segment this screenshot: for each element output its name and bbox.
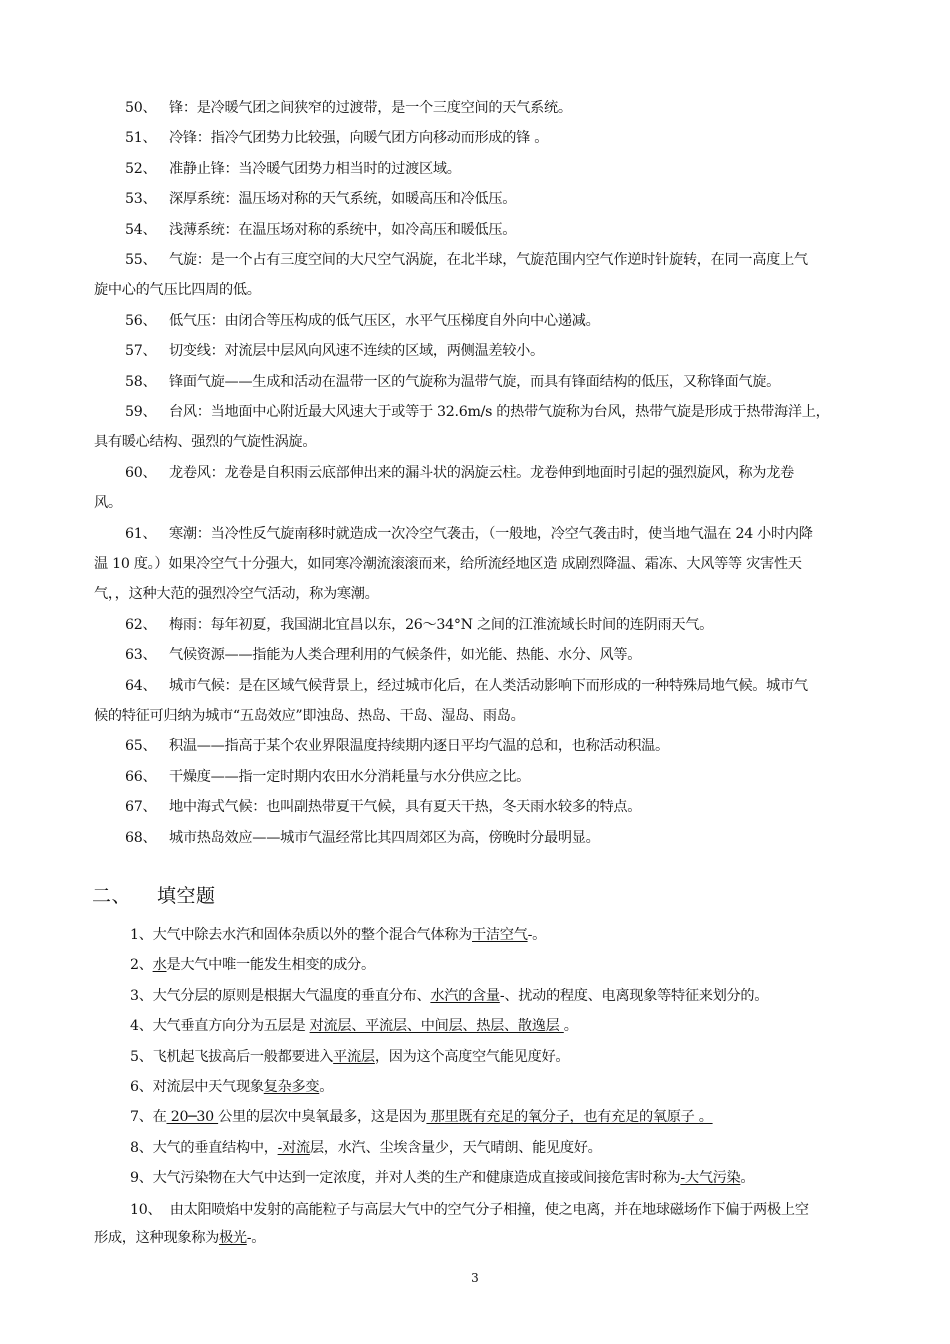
definition-text: 浅薄系统：在温压场对称的系统中，如冷高压和暖低压。: [168, 221, 517, 238]
definition-62-line-1: [125, 614, 713, 634]
definition-number: 63、: [125, 647, 157, 664]
answer-blank: 水汽的含量: [430, 987, 500, 1004]
definition-66-line-1: [125, 766, 530, 786]
question-text: -、扰动的程度、电离现象等特征来划分的。: [499, 987, 769, 1004]
definition-68-line-1: [125, 827, 600, 847]
page-number: 3: [471, 1271, 479, 1285]
section-number: 二、: [92, 885, 132, 907]
answer-blank: 对流层、平流层、中间层、热层、散逸层: [309, 1018, 564, 1035]
definition-text: 风。: [94, 495, 122, 512]
definition-number: 57、: [125, 343, 157, 360]
definition-text: 地中海式气候：也叫副热带夏干气候，具有夏天干热，冬天雨水较多的特点。: [168, 799, 642, 816]
answer-blank: 20─30: [166, 1109, 219, 1126]
definition-text: 低气压：由闭合等压构成的低气压区，水平气压梯度自外向中心递减。: [168, 312, 600, 329]
definition-number: 61、: [125, 525, 157, 542]
definition-60-line-1: [125, 462, 794, 482]
definition-number: 56、: [125, 312, 157, 329]
definition-number: 50、: [125, 100, 157, 116]
fill-item-7: [130, 1106, 713, 1126]
question-text: 9、大气污染物在大气中达到一定浓度，并对人类的生产和健康造成直接或间接危害时称为: [130, 1170, 681, 1187]
question-text: 2、: [130, 957, 153, 974]
definition-text: 候的特征可归纳为城市“五岛效应”即浊岛、热岛、干岛、湿岛、雨岛。: [94, 708, 525, 724]
definition-number: 67、: [125, 799, 157, 816]
definition-text: 台风：当地面中心附近最大风速大于或等于 32.6m/s 的热带气旋称为台风，热带气旋是形成于热带海洋上，: [168, 404, 830, 420]
definition-61-line-2: [94, 553, 802, 573]
answer-blank: 那里既有充足的氧分子，也有充足的氧原子 。: [426, 1109, 713, 1126]
answer-blank: 水: [152, 957, 167, 974]
question-text: 是大气中唯一能发生相变的成分。: [166, 957, 375, 974]
question-text: -。: [527, 927, 546, 943]
definition-65-line-1: [125, 735, 669, 755]
definition-text: 深厚系统：温压场对称的天气系统，如暖高压和冷低压。: [168, 191, 517, 208]
definition-text: 气候资源——指能为人类合理利用的气候条件，如光能、热能、水分、风等。: [168, 647, 642, 664]
definition-number: 62、: [125, 616, 157, 633]
question-text: 3、大气分层的原则是根据大气温度的垂直分布、: [130, 987, 431, 1004]
definition-59-line-1: [125, 401, 830, 421]
definition-64-line-2: [94, 705, 525, 725]
question-text: 4、大气垂直方向分为五层是: [130, 1018, 310, 1035]
definition-51-line-1: [125, 127, 548, 147]
answer-blank: 平流层: [333, 1048, 375, 1065]
definition-63-line-1: [125, 644, 641, 664]
definition-number: 54、: [125, 221, 157, 238]
definition-57-line-1: [125, 340, 544, 360]
answer-blank: 极光: [219, 1230, 247, 1246]
definition-text: 准静止锋：当冷暖气团势力相当时的过渡区域。: [168, 160, 461, 177]
question-text: 6、对流层中天气现象: [130, 1079, 264, 1095]
definition-50-line-1: [125, 97, 572, 117]
definition-61-line-3: [94, 583, 379, 603]
fill-item-4: [130, 1015, 578, 1035]
fill-item-8: [130, 1137, 602, 1157]
fill-item-1: [130, 924, 546, 944]
definition-text: 锋：是冷暖气团之间狭窄的过渡带，是一个三度空间的天气系统。: [168, 100, 572, 116]
definition-67-line-1: [125, 796, 641, 816]
definition-59-line-2: [94, 431, 316, 451]
definition-text: 温 10 度。）如果冷空气十分强大，如同寒冷潮流滚滚而来，给所流经地区造 成剧烈降温、霜冻、大风等等 灾害性天: [94, 556, 802, 572]
question-text: 7、在: [130, 1109, 167, 1126]
definition-text: 梅雨：每年初夏，我国湖北宜昌以东，26～34°N 之间的江淮流域长时间的连阴雨天气。: [168, 616, 714, 633]
definition-text: 锋面气旋——生成和活动在温带一区的气旋称为温带气旋，而具有锋面结构的低压，又称锋面气旋。: [168, 373, 781, 390]
definition-56-line-1: [125, 310, 600, 330]
question-text: 。: [563, 1018, 578, 1035]
definition-text: 城市气候：是在区域气候背景上，经过城市化后，在人类活动影响下而形成的一种特殊局地气候。城市气: [168, 677, 808, 694]
definition-number: 65、: [125, 738, 157, 755]
definition-text: 积温——指高于某个农业界限温度持续期内逐日平均气温的总和，也称活动积温。: [168, 738, 669, 755]
section-title: 填空题: [157, 885, 216, 907]
definition-text: 具有暖心结构、强烈的气旋性涡旋。: [94, 434, 317, 451]
question-text: 5、飞机起飞拔高后一般都要进入: [130, 1048, 334, 1065]
question-text: 8、大气的垂直结构中，: [130, 1139, 278, 1156]
definition-number: 59、: [125, 404, 157, 420]
definition-53-line-1: [125, 188, 516, 208]
definition-text: 寒潮：当冷性反气旋南移时就造成一次冷空气袭击，（一般地，冷空气袭击时，使当地气温在 24 小时内降: [168, 525, 813, 542]
definition-text: 冷锋：指冷气团势力比较强，向暖气团方向移动而形成的锋 。: [168, 130, 549, 147]
definition-64-line-1: [125, 675, 808, 695]
question-text: 。: [319, 1079, 334, 1095]
definition-number: 58、: [125, 373, 157, 390]
definition-number: 60、: [125, 464, 157, 481]
question-text: 层，水汽、尘埃含量少，天气晴朗、能见度好。: [309, 1139, 602, 1156]
definition-text: 龙卷风：龙卷是自积雨云底部伸出来的漏斗状的涡旋云柱。龙卷伸到地面时引起的强烈旋风，称为龙卷: [168, 464, 794, 481]
definition-number: 66、: [125, 768, 157, 785]
definition-text: 干燥度——指一定时期内农田水分消耗量与水分供应之比。: [168, 768, 531, 785]
question-text: 。: [740, 1170, 755, 1187]
fill-item-2: [130, 954, 375, 974]
definition-number: 68、: [125, 829, 157, 846]
answer-blank: 干洁空气: [472, 927, 528, 943]
definition-text: 旋中心的气压比四周的低。: [94, 282, 261, 299]
definition-58-line-1: [125, 371, 780, 391]
answer-blank: -大气污染: [680, 1170, 741, 1187]
definition-61-line-1: [125, 523, 813, 543]
definition-number: 53、: [125, 191, 157, 208]
answer-blank: 复杂多变: [263, 1079, 320, 1095]
definition-text: 气，，这种大范的强烈冷空气活动，称为寒潮。: [94, 586, 379, 603]
section-heading: [92, 881, 216, 908]
question-text: 1、大气中除去水汽和固体杂质以外的整个混合气体称为: [130, 927, 473, 943]
fill-item-5: [130, 1046, 569, 1066]
definition-number: 52、: [125, 160, 157, 177]
definition-55-line-2: [94, 279, 261, 299]
definition-number: 64、: [125, 677, 157, 694]
definition-55-line-1: [125, 249, 808, 269]
question-text: ，因为这个高度空气能见度好。: [374, 1048, 570, 1065]
fill-item-3: [130, 985, 768, 1005]
fill-item-10-line-2: 形成，这种现象称为极光-。: [94, 1230, 266, 1246]
definition-text: 气旋：是一个占有三度空间的大尺空气涡旋，在北半球，气旋范围内空气作逆时针旋转，在同一高度上气: [168, 252, 808, 268]
definition-number: 51、: [125, 130, 157, 147]
fill-item-6: [130, 1076, 333, 1096]
answer-blank: -对流: [277, 1139, 310, 1156]
fill-item-10-line-1: 10、 由太阳喷焰中发射的高能粒子与高层大气中的空气分子相撞，使之电离，并在地球磁场作下偏于两极上空: [130, 1202, 809, 1218]
question-text: 公里的层次中臭氧最多，这是因为: [218, 1109, 427, 1126]
definition-number: 55、: [125, 252, 157, 268]
definition-text: 切变线：对流层中层风向风速不连续的区域，两侧温差较小。: [168, 343, 544, 360]
fill-item-9: [130, 1167, 754, 1187]
definition-54-line-1: [125, 219, 516, 239]
definition-text: 城市热岛效应——城市气温经常比其四周郊区为高，傍晚时分最明显。: [168, 829, 600, 846]
definition-60-line-2: [94, 492, 122, 512]
definition-52-line-1: [125, 158, 461, 178]
